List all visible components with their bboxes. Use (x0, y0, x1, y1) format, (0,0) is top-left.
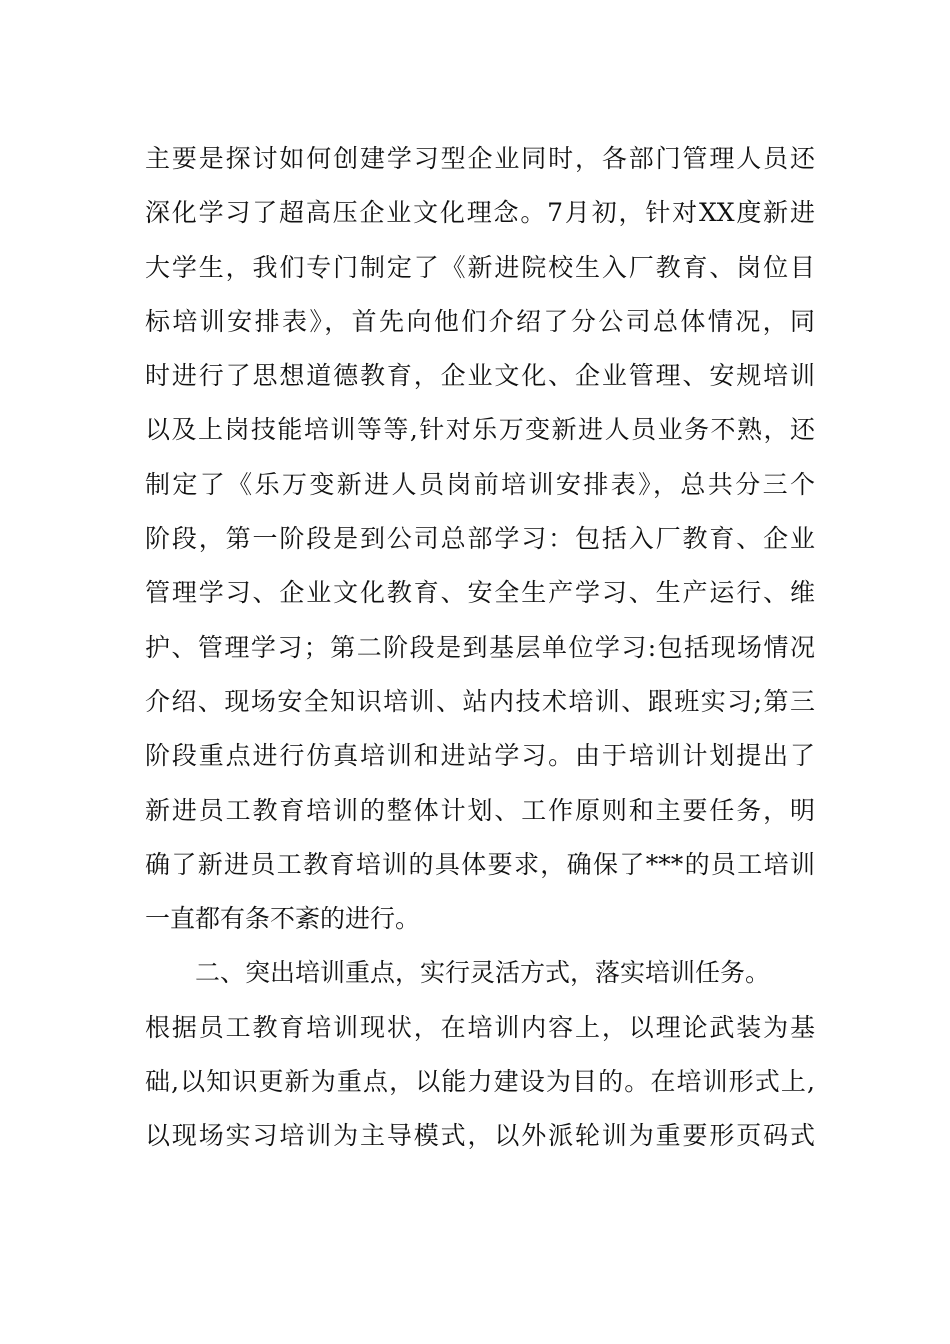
text-line: 阶段，第一阶段是到公司总部学习：包括入厂教育、企业 (145, 524, 815, 554)
text-line: 时进行了思想道德教育，企业文化、企业管理、安规培训 (145, 361, 815, 391)
section-heading: 二、突出培训重点，实行灵活方式，落实培训任务。 (195, 958, 771, 988)
text-line: 管理学习、企业文化教育、安全生产学习、生产运行、维 (145, 578, 815, 608)
text-line: 制定了《乐万变新进人员岗前培训安排表》，总共分三个 (145, 469, 815, 499)
text-line: 介绍、现场安全知识培训、站内技术培训、跟班实习;第三 (145, 686, 815, 716)
text-line: 深化学习了超高压企业文化理念。7月初，针对XX度新进 (145, 198, 815, 228)
text-line: 础,以知识更新为重点，以能力建设为目的。在培训形式上, (145, 1067, 815, 1097)
text-line: 确了新进员工教育培训的具体要求，确保了***的员工培训 (145, 849, 815, 879)
text-line: 新进员工教育培训的整体计划、工作原则和主要任务，明 (145, 795, 815, 825)
text-line: 根据员工教育培训现状，在培训内容上，以理论武装为基 (145, 1012, 815, 1042)
text-line: 以现场实习培训为主导模式，以外派轮训为重要形页码式 (145, 1121, 815, 1151)
text-line: 大学生，我们专门制定了《新进院校生入厂教育、岗位目 (145, 252, 815, 282)
paragraph-end-line: 一直都有条不紊的进行。 (145, 904, 421, 934)
text-line: 阶段重点进行仿真培训和进站学习。由于培训计划提出了 (145, 741, 815, 771)
text-line: 主要是探讨如何创建学习型企业同时，各部门管理人员还 (145, 144, 815, 173)
text-line: 以及上岗技能培训等等,针对乐万变新进人员业务不熟，还 (145, 415, 815, 445)
text-line: 护、管理学习；第二阶段是到基层单位学习:包括现场情况 (145, 632, 815, 662)
body-text (145, 132, 815, 1164)
text-line: 标培训安排表》，首先向他们介绍了分公司总体情况，同 (145, 306, 815, 336)
